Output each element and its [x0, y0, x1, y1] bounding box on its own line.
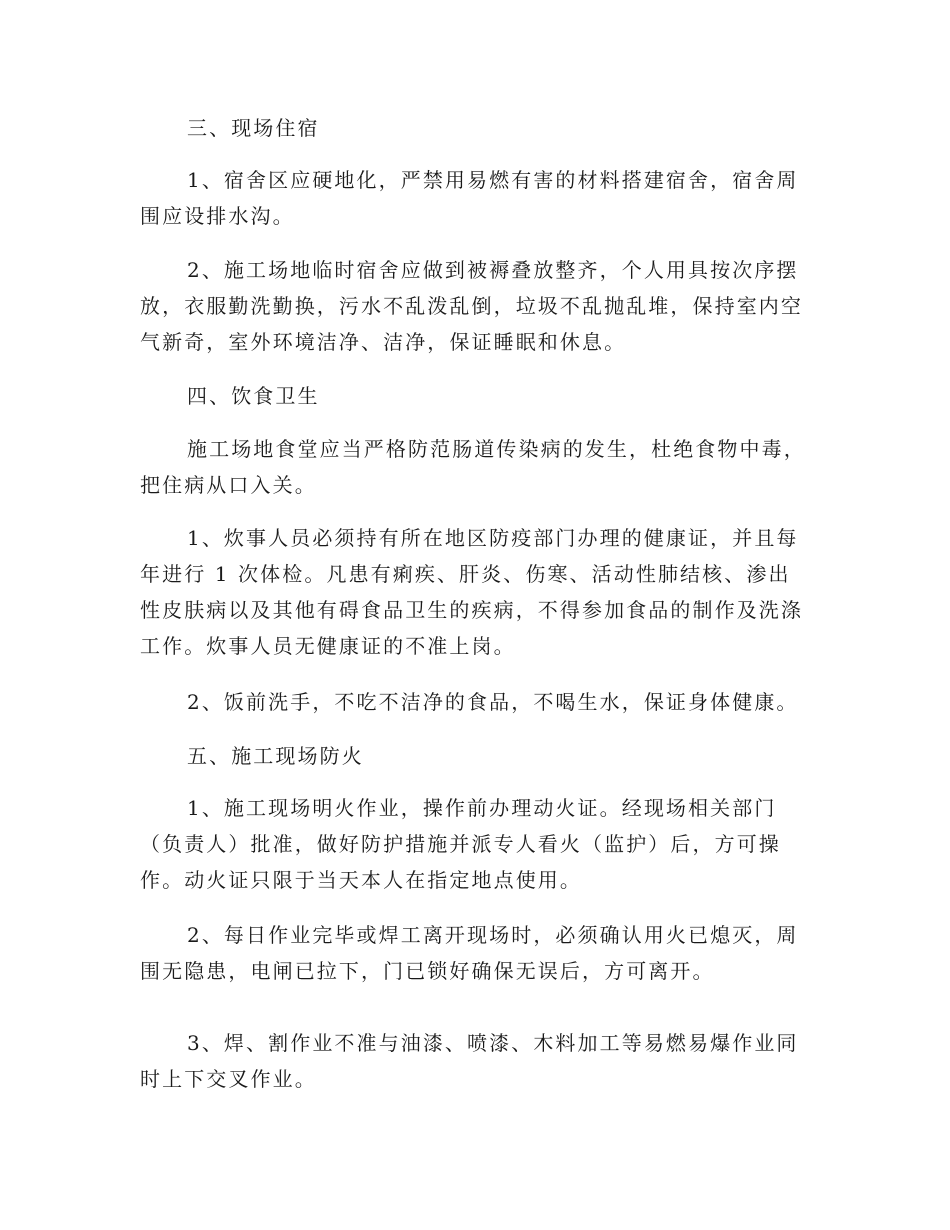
paragraph-no-cross-operations: 3、焊、割作业不准与油漆、喷漆、木料加工等易燃易爆作业同时上下交叉作业。 — [140, 1031, 799, 1091]
section-heading-fire-prevention: 五、施工现场防火 — [187, 744, 364, 768]
paragraph-dormitory-ground: 1、宿舍区应硬地化，严禁用易燃有害的材料搭建宿舍，宿舍周围应设排水沟。 — [140, 168, 799, 228]
section-heading-housing: 三、现场住宿 — [187, 116, 320, 140]
paragraph-canteen-intro: 施工场地食堂应当严格防范肠道传染病的发生，杜绝食物中毒，把住病从口入关。 — [140, 437, 806, 497]
paragraph-dormitory-tidiness: 2、施工场地临时宿舍应做到被褥叠放整齐，个人用具按次序摆放，衣服勤洗勤换，污水不乱泼乱倒，垃圾不乱抛乱堆，保持室内空气新奇，室外环境洁净、洁净，保证睡眠和休息。 — [140, 258, 803, 354]
paragraph-open-flame-permit: 1、施工现场明火作业，操作前办理动火证。经现场相关部门（负责人）批准，做好防护措施并派专人看火（监护）后，方可操作。动火证只限于当天本人在指定地点使用。 — [140, 796, 781, 892]
section-heading-food-hygiene: 四、饮食卫生 — [187, 384, 320, 408]
paragraph-cook-health-certificate: 1、炊事人员必须持有所在地区防疫部门办理的健康证，并且每年进行 1 次体检。凡患有痢疾、肝炎、伤寒、活动性肺结核、渗出性皮肤病以及其他有碍食品卫生的疾病，不得参加食品的制作及洗涤工作。炊事人员无健康证的不准上岗。 — [140, 526, 803, 658]
paragraph-hand-washing: 2、饭前洗手，不吃不洁净的食品，不喝生水，保证身体健康。 — [187, 690, 799, 714]
paragraph-end-of-work-check: 2、每日作业完毕或焊工离开现场时，必须确认用火已熄灭，周围无隐患，电闸已拉下，门已锁好确保无误后，方可离开。 — [140, 923, 799, 983]
